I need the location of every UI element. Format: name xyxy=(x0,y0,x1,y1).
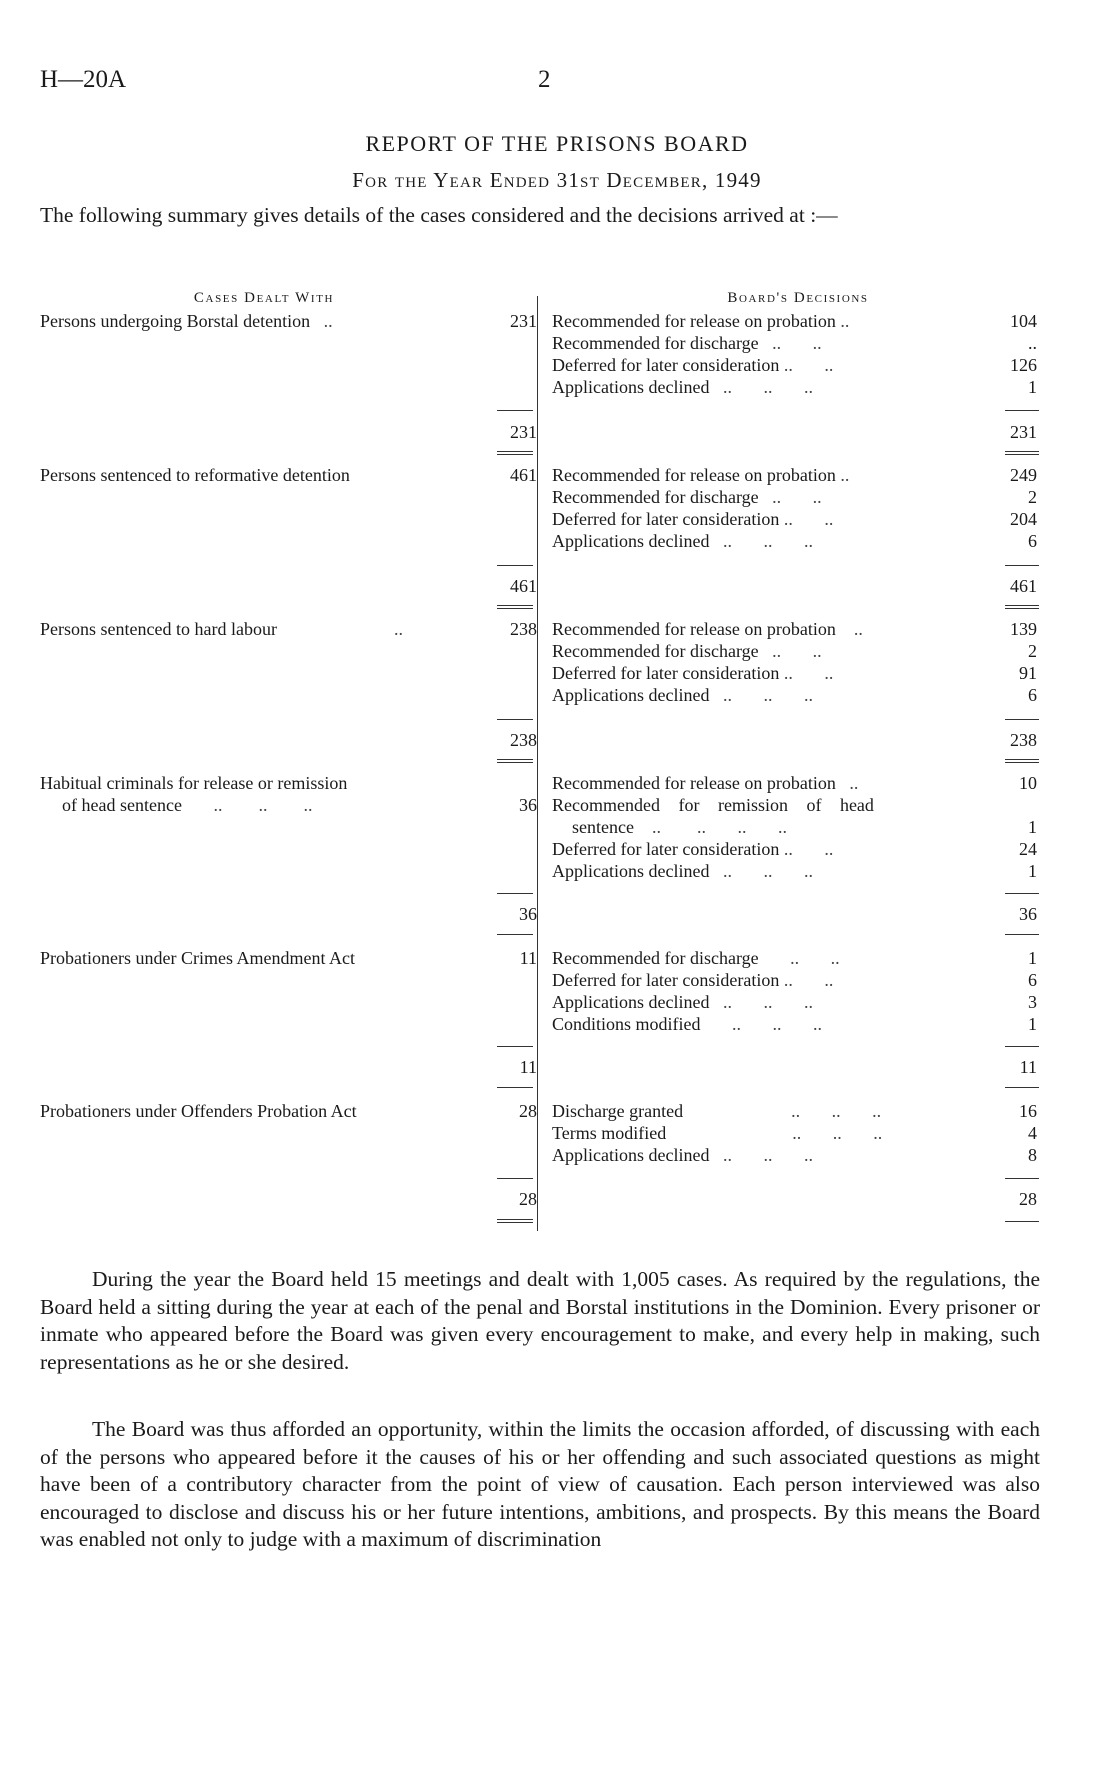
intro-paragraph: The following summary gives details of the cases considered and the decisions arrived at :— xyxy=(40,203,838,227)
total-rule xyxy=(1005,605,1039,609)
decision-value: 6 xyxy=(1028,970,1037,990)
total-rule xyxy=(497,605,533,609)
sum-rule xyxy=(1005,719,1039,720)
decision-total: 36 xyxy=(1019,904,1037,924)
total-rule xyxy=(1005,759,1039,763)
page-number: 2 xyxy=(538,66,551,93)
report-title: REPORT OF THE PRISONS BOARD xyxy=(365,131,749,156)
case-category: Probationers under Crimes Amendment Act xyxy=(40,948,355,968)
total-rule xyxy=(1005,451,1039,455)
decision-label: Recommended for release on probation .. xyxy=(552,465,850,485)
decision-value: 10 xyxy=(1019,773,1037,793)
case-category: Habitual criminals for release or remission xyxy=(40,773,348,793)
case-total: 461 xyxy=(510,576,537,596)
case-total: 11 xyxy=(519,1057,537,1077)
case-category: Probationers under Offenders Probation Act xyxy=(40,1101,357,1121)
sum-rule xyxy=(497,1178,533,1179)
decision-value: 16 xyxy=(1019,1101,1037,1121)
decision-label: Recommended for remission of head xyxy=(552,795,874,815)
decision-label: Recommended for release on probation .. xyxy=(552,773,859,793)
sum-rule xyxy=(1005,893,1039,894)
decision-value: 2 xyxy=(1028,641,1037,661)
case-total: 28 xyxy=(519,1189,537,1209)
decision-label: Applications declined .. .. .. xyxy=(552,531,813,551)
decision-label: Recommended for release on probation .. xyxy=(552,311,850,331)
decision-value: .. xyxy=(1028,333,1037,353)
decision-total: 461 xyxy=(1010,576,1037,596)
decision-label: Applications declined .. .. .. xyxy=(552,861,813,881)
decision-value: 8 xyxy=(1028,1145,1037,1165)
sum-rule xyxy=(497,893,533,894)
decision-label: Terms modified .. .. .. xyxy=(552,1123,883,1143)
total-rule xyxy=(1005,934,1039,935)
decision-label: Deferred for later consideration .. .. xyxy=(552,663,834,683)
sum-rule xyxy=(497,565,533,566)
case-count: 11 xyxy=(519,948,537,968)
decisions-column-heading: Board's Decisions xyxy=(727,290,869,306)
decision-total: 231 xyxy=(1010,422,1037,442)
decision-value: 1 xyxy=(1028,377,1037,397)
sum-rule xyxy=(497,719,533,720)
decision-value: 204 xyxy=(1010,509,1037,529)
decision-label: Recommended for release on probation .. xyxy=(552,619,863,639)
decision-value: 249 xyxy=(1010,465,1037,485)
report-subtitle: For the Year Ended 31st December, 1949 xyxy=(352,168,762,192)
decision-label: Deferred for later consideration .. .. xyxy=(552,970,834,990)
decision-value: 24 xyxy=(1019,839,1037,859)
decision-label: Deferred for later consideration .. .. xyxy=(552,839,834,859)
decision-label: Discharge granted .. .. .. xyxy=(552,1101,882,1121)
decision-value: 91 xyxy=(1019,663,1037,683)
sum-rule xyxy=(497,410,533,411)
sum-rule xyxy=(1005,565,1039,566)
case-category: Persons sentenced to reformative detention xyxy=(40,465,350,485)
case-count: 461 xyxy=(510,465,537,485)
total-rule xyxy=(497,934,533,935)
total-rule xyxy=(497,1219,533,1223)
decision-total: 11 xyxy=(1019,1057,1037,1077)
case-count: 36 xyxy=(519,795,537,815)
case-total: 238 xyxy=(510,730,537,750)
body-paragraph: The Board was thus afforded an opportunity, within the limits the occasion afforded, of discussing with each of the persons who appeared before it the causes of his or her offending and such associated questions as might have been of a contributory character from the point of view of causation. Each person interviewed was also encouraged to disclose and discuss his or her future intentions, ambitions, and prospects. By this means the Board was enabled not only to judge with a maximum of discrimination xyxy=(40,1417,1040,1551)
decision-label: Recommended for discharge .. .. xyxy=(552,487,822,507)
case-category: Persons undergoing Borstal detention .. xyxy=(40,311,333,331)
decision-value: 6 xyxy=(1028,685,1037,705)
decision-value: 6 xyxy=(1028,531,1037,551)
decision-label-continued: sentence .. .. .. .. xyxy=(572,817,787,837)
case-category: Persons sentenced to hard labour .. xyxy=(40,619,403,639)
sum-rule xyxy=(1005,410,1039,411)
decision-total: 28 xyxy=(1019,1189,1037,1209)
decision-value: 1 xyxy=(1028,1014,1037,1034)
document-code: H—20A xyxy=(40,66,127,93)
decision-value: 104 xyxy=(1010,311,1037,331)
cases-column-heading: Cases Dealt With xyxy=(193,290,335,306)
decision-label: Recommended for discharge .. .. xyxy=(552,948,840,968)
sum-rule xyxy=(1005,1178,1039,1179)
case-category-continued: of head sentence .. .. .. xyxy=(62,795,313,815)
total-rule xyxy=(497,759,533,763)
decision-label: Applications declined .. .. .. xyxy=(552,992,813,1012)
case-count: 28 xyxy=(519,1101,537,1121)
decision-value: 1 xyxy=(1028,948,1037,968)
decision-label: Deferred for later consideration .. .. xyxy=(552,355,834,375)
total-rule xyxy=(497,1087,533,1088)
sum-rule xyxy=(497,1046,533,1047)
decision-label: Applications declined .. .. .. xyxy=(552,685,813,705)
total-rule xyxy=(497,451,533,455)
decision-label: Recommended for discharge .. .. xyxy=(552,333,822,353)
case-count: 231 xyxy=(510,311,537,331)
case-total: 36 xyxy=(519,904,537,924)
sum-rule xyxy=(1005,1046,1039,1047)
decision-value: 2 xyxy=(1028,487,1037,507)
decision-value: 1 xyxy=(1028,861,1037,881)
column-divider xyxy=(537,296,538,1231)
decision-value: 139 xyxy=(1010,619,1037,639)
decision-label: Applications declined .. .. .. xyxy=(552,377,813,397)
total-rule xyxy=(1005,1087,1039,1088)
decision-label: Recommended for discharge .. .. xyxy=(552,641,822,661)
decision-label: Applications declined .. .. .. xyxy=(552,1145,813,1165)
decision-value: 1 xyxy=(1028,817,1037,837)
case-count: 238 xyxy=(510,619,537,639)
case-total: 231 xyxy=(510,422,537,442)
decision-value: 4 xyxy=(1028,1123,1037,1143)
decision-label: Conditions modified .. .. .. xyxy=(552,1014,822,1034)
decision-total: 238 xyxy=(1010,730,1037,750)
decision-label: Deferred for later consideration .. .. xyxy=(552,509,834,529)
body-paragraph: During the year the Board held 15 meetings and dealt with 1,005 cases. As required by the regulations, the Board held a sitting during the year at each of the penal and Borstal institutions in the Dominion. Every prisoner or inmate who appeared before the Board was given every encouragement to make, and every help in making, such representations as he or she desired. xyxy=(40,1267,1040,1374)
decision-value: 3 xyxy=(1028,992,1037,1012)
decision-value: 126 xyxy=(1010,355,1037,375)
total-rule xyxy=(1005,1221,1039,1222)
